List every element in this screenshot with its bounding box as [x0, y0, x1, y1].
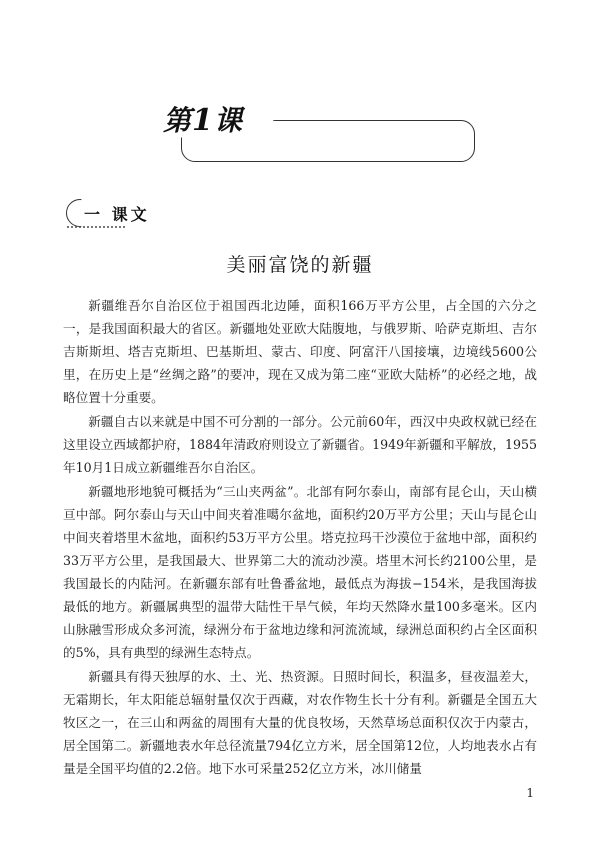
- section-heading: [66, 199, 156, 231]
- paragraph-2: 新疆自古以来就是中国不可分割的一部分。公元前60年，西汉中央政权就已经在这里设立西域都护府，1884年清政府则设立了新疆省。1949年新疆和平解放，1955年10月1日成立新疆维吾尔自治区。: [63, 414, 537, 475]
- lesson-prefix: 第: [163, 104, 193, 137]
- article-body: [63, 294, 537, 781]
- section-title: 课文: [111, 205, 150, 224]
- lesson-title: [163, 104, 243, 138]
- section-label: [84, 202, 150, 225]
- paragraph-1: 新疆维吾尔自治区位于祖国西北边陲，面积166万平方公里，占全国的六分之一，是我国面积最大的省区。新疆地处亚欧大陆腹地，与俄罗斯、哈萨克斯坦、吉尔吉斯斯坦、塔吉克斯坦、巴基斯坦、蒙古、印度、阿富汗八国接壤，边境线5600公里，在历史上是“丝绸之路”的要冲，现在又成为第二座“亚欧大陆桥”的必经之地，战略位置十分重要。: [63, 298, 537, 405]
- lesson-suffix: 课: [213, 104, 243, 137]
- article-title: 美丽富饶的新疆: [226, 254, 374, 276]
- section-number: 一: [84, 205, 104, 224]
- paragraph-3: 新疆地形地貌可概括为“三山夹两盆”。北部有阿尔泰山，南部有昆仑山，天山横亘中部。阿尔泰山与天山中间夹着准噶尔盆地，面积约20万平方公里；天山与昆仑山中间夹着塔里木盆地，面积约53万平方公里。塔克拉玛干沙漠位于盆地中部，面积约33万平方公里，是我国最大、世界第二大的流动沙漠。塔里木河长约2100公里，是我国最长的内陆河。在新疆东部有吐鲁番盆地，最低点为海拔−154米，是我国海拔最低的地方。新疆属典型的温带大陆性干旱气候，年均天然降水量100多毫米。区内山脉融雪形成众多河流，绿洲分布于盆地边缘和河流流域，绿洲总面积约占全区面积的5%，具有典型的绿洲生态特点。: [63, 484, 537, 660]
- lesson-header: [163, 104, 483, 162]
- section-dotted-underline: [66, 226, 126, 228]
- page-number: 1: [526, 786, 534, 800]
- paragraph-4: 新疆具有得天独厚的水、土、光、热资源。日照时间长，积温多，昼夜温差大，无霜期长，年太阳能总辐射量仅次于西藏，对农作物生长十分有利。新疆是全国五大牧区之一，在三山和两盆的周围有大量的优良牧场，天然草场总面积仅次于内蒙古，居全国第二。新疆地表水年总径流量794亿立方米，居全国第12位，人均地表水占有量是全国平均值的2.2倍。地下水可采量252亿立方米，冰川储量: [63, 669, 537, 776]
- lesson-number: 1: [192, 103, 214, 138]
